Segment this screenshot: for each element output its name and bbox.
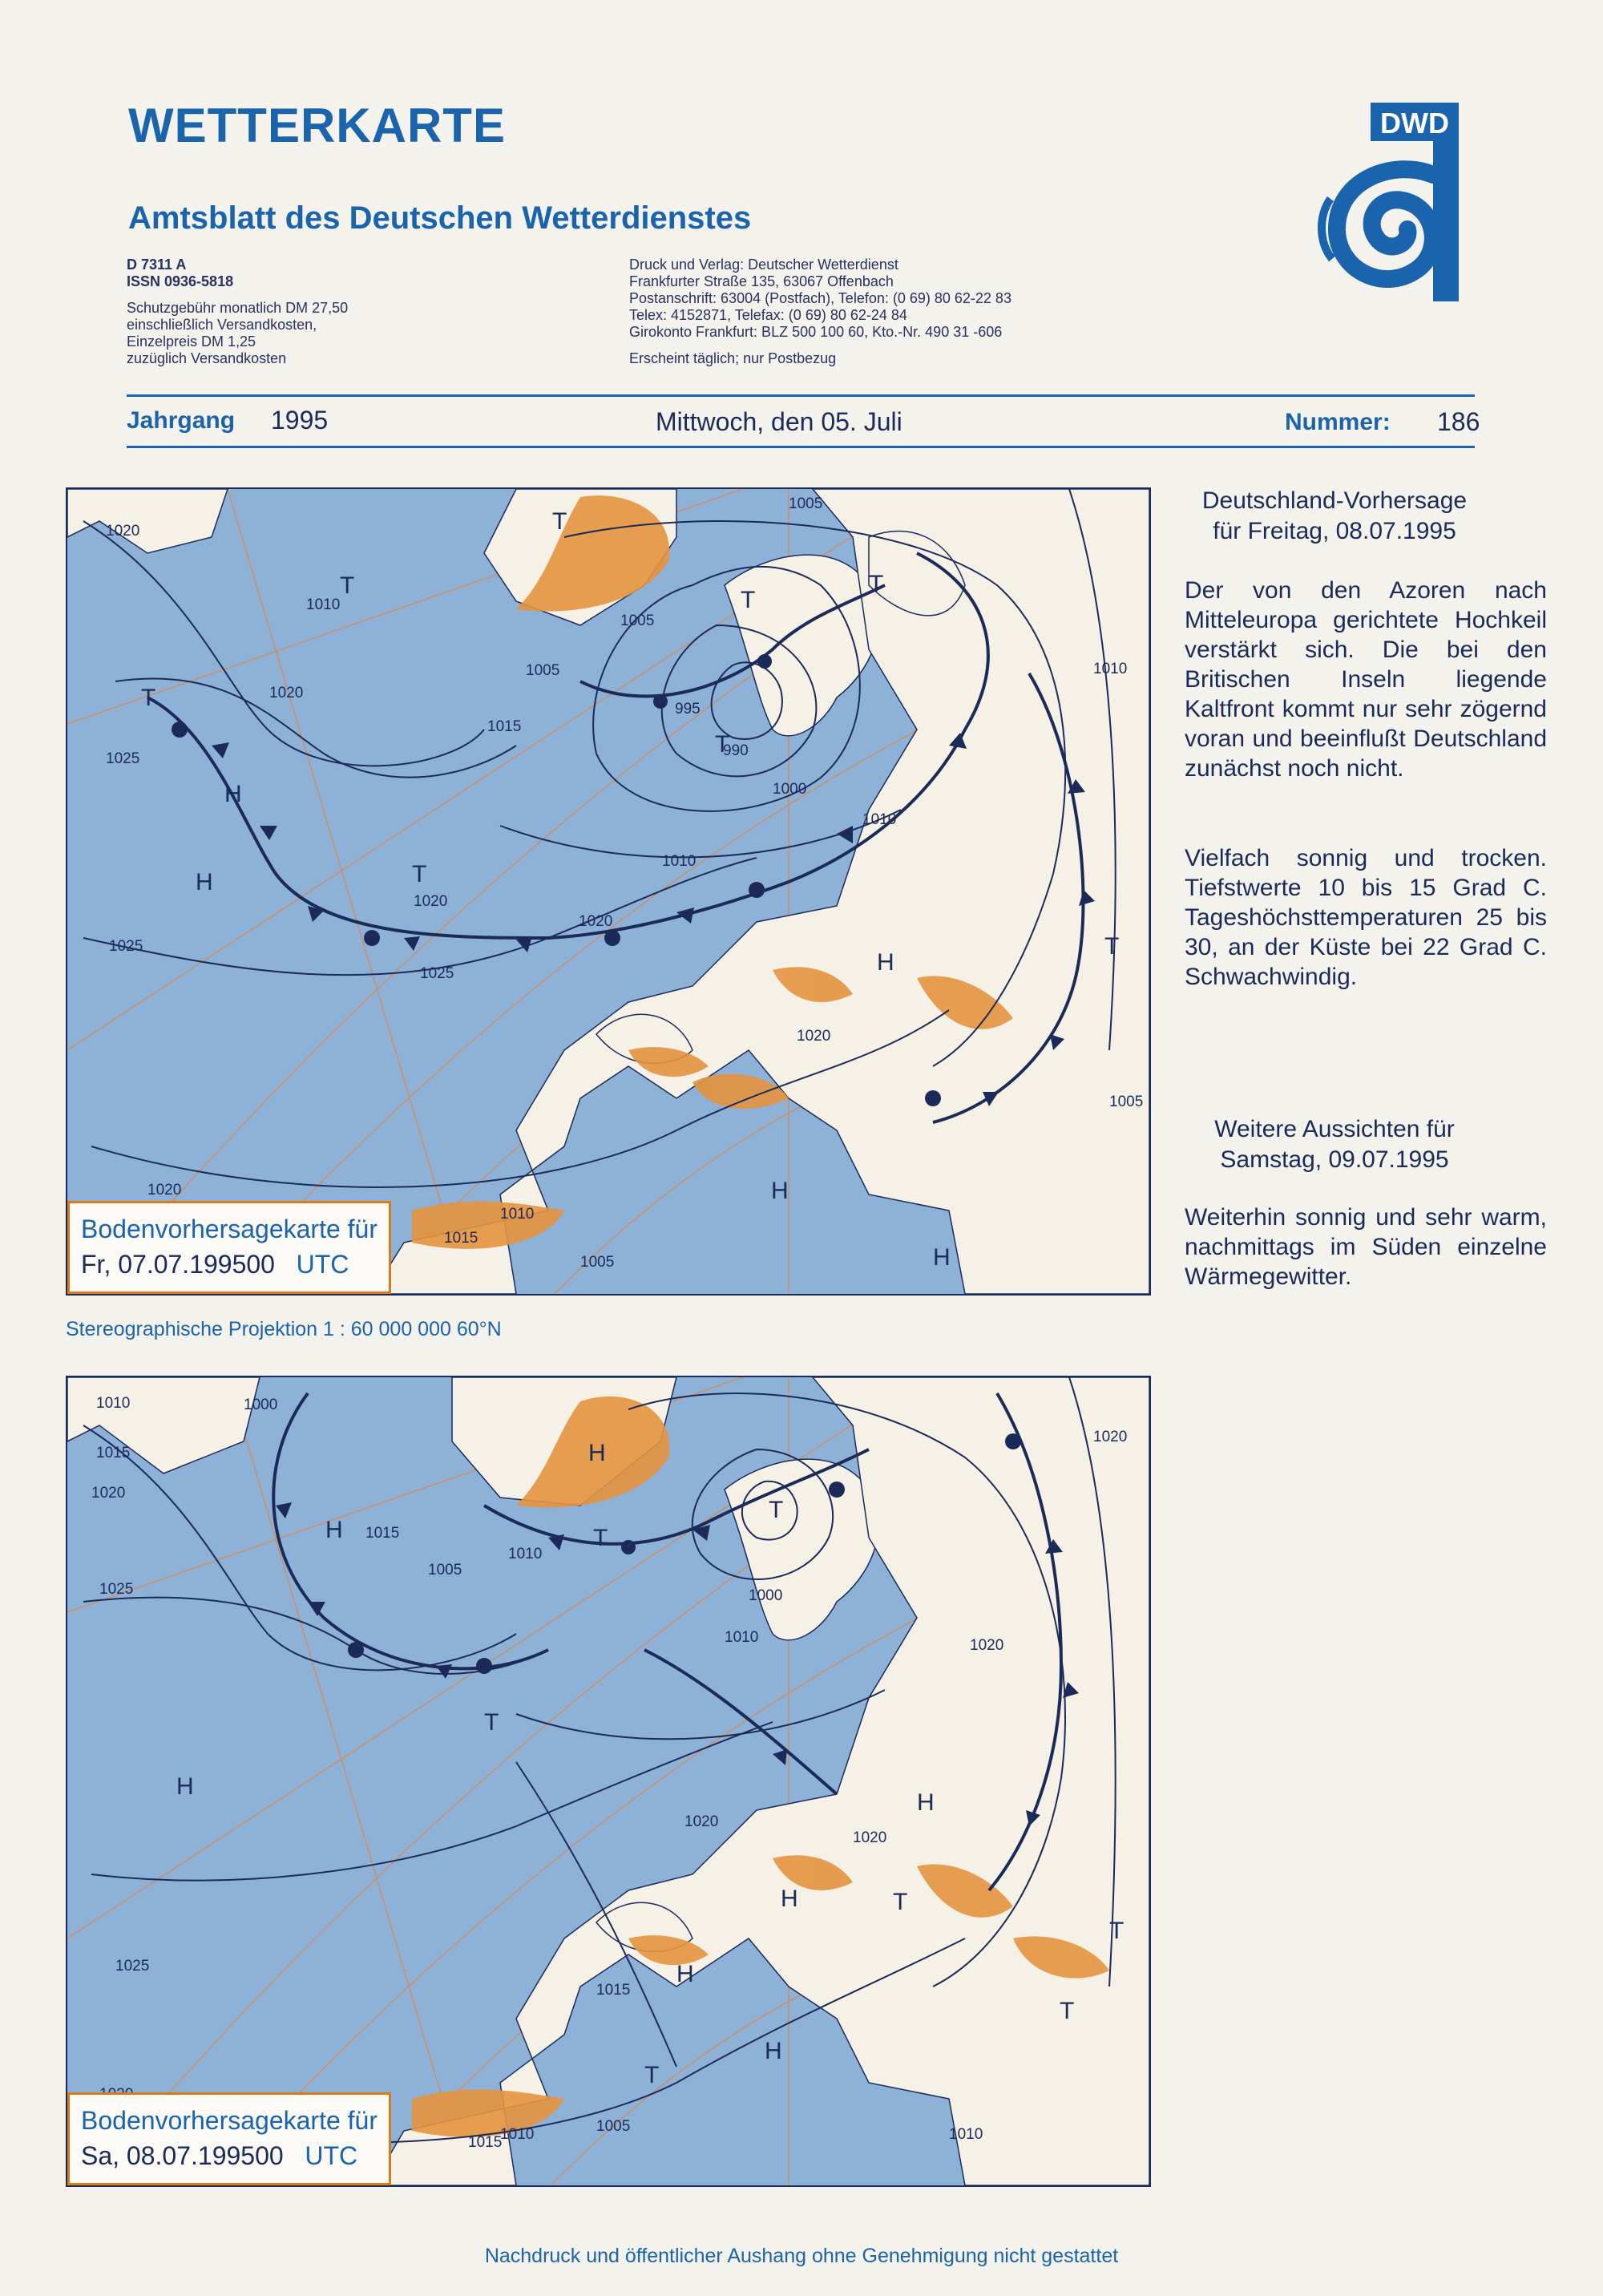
isobar-label: 1000 <box>773 781 807 798</box>
caption-datetime <box>81 2138 378 2173</box>
isobar-label: 1025 <box>115 1958 150 1975</box>
publisher-line: Girokonto Frankfurt: BLZ 500 100 60, Kto.-Nr. 490 31 -606 <box>629 324 1003 340</box>
pressure-label: H <box>933 1244 951 1271</box>
caption-datetime <box>81 1247 378 1282</box>
pressure-label: H <box>325 1517 343 1543</box>
isobar-label: 1020 <box>797 1028 831 1045</box>
isobar-label: 1020 <box>853 1829 887 1846</box>
issue-date: Mittwoch, den 05. Juli <box>656 407 902 436</box>
pressure-label: T <box>769 1497 784 1523</box>
isobar-label: 1005 <box>620 612 655 629</box>
fee-line: Einzelpreis DM 1,25 <box>127 333 256 350</box>
isobar-label: 990 <box>723 742 749 759</box>
page-subtitle: Amtsblatt des Deutschen Wetterdienstes <box>128 200 752 236</box>
isobar-label: 1000 <box>749 1587 783 1604</box>
issn: ISSN 0936-5818 <box>127 273 234 289</box>
isobar-label: 1020 <box>970 1637 1004 1654</box>
forecast-heading-line: für Freitag, 08.07.1995 <box>1213 518 1456 544</box>
issue-bar <box>127 401 1480 443</box>
isobar-label: 1005 <box>1109 1093 1144 1110</box>
map-graphic <box>67 1377 1149 2185</box>
publication-info <box>127 257 527 367</box>
pressure-label: T <box>593 1525 608 1551</box>
map-graphic <box>67 489 1149 1294</box>
isobar-label: 1005 <box>428 1562 462 1578</box>
isobar-label: 1015 <box>468 2134 503 2151</box>
isobar-label: 1015 <box>96 1445 131 1461</box>
caption-zone: UTC <box>296 1250 349 1279</box>
isobar-label: 1015 <box>444 1230 478 1247</box>
page-title: WETTERKARTE <box>128 99 506 152</box>
caption-zone: UTC <box>305 2141 358 2170</box>
isobar-label: 1020 <box>1093 1429 1128 1445</box>
fee-line: einschließlich Versandkosten, <box>127 317 317 333</box>
isobar-label: 1015 <box>487 718 522 735</box>
pressure-label: T <box>1060 1998 1075 2024</box>
isobar-label: 1010 <box>500 2126 535 2143</box>
isobar-label: 1010 <box>949 2126 983 2143</box>
isobar-label: 1020 <box>269 685 304 701</box>
isobar-label: 1010 <box>500 1206 535 1223</box>
isobar-label: 1020 <box>684 1813 719 1830</box>
isobar-label: 1015 <box>596 1982 631 1999</box>
caption-time: 00 <box>246 1250 275 1279</box>
forecast-heading-line: Deutschland-Vorhersage <box>1201 487 1468 514</box>
forecast-map-saturday <box>66 1376 1151 2187</box>
caption-title: Bodenvorhersagekarte für <box>81 2106 378 2135</box>
pressure-label: H <box>877 949 894 976</box>
pressure-label: T <box>1109 1918 1125 1944</box>
isobar-label: 995 <box>675 701 701 718</box>
isobar-label: 1025 <box>99 1581 134 1598</box>
header-rule-top <box>127 394 1475 397</box>
isobar-label: 1000 <box>244 1397 278 1413</box>
isobar-label: 1020 <box>414 893 448 910</box>
caption-date: Fr, 07.07.1995 <box>81 1250 247 1279</box>
pressure-label: T <box>644 2062 660 2088</box>
publisher-line: Frankfurter Straße 135, 63067 Offenbach <box>629 273 894 289</box>
isobar-label: 1010 <box>862 811 897 828</box>
pressure-label: T <box>1104 933 1120 960</box>
pressure-label: H <box>771 1178 789 1204</box>
isobar-label: 1010 <box>96 1395 131 1412</box>
publisher-line: Druck und Verlag: Deutscher Wetterdienst <box>629 257 898 273</box>
isobar-label: 1025 <box>106 750 140 767</box>
isobar-label: 1020 <box>91 1485 126 1502</box>
caption-title: Bodenvorhersagekarte für <box>81 1215 378 1243</box>
isobar-label: 1015 <box>365 1525 400 1542</box>
pressure-label: T <box>741 587 756 613</box>
isobar-label: 1005 <box>580 1254 615 1271</box>
fee-line: zuzüglich Versandkosten <box>127 350 287 366</box>
forecast-map-friday <box>66 487 1151 1296</box>
publication-note: Erscheint täglich; nur Postbezug <box>629 350 837 366</box>
caption-date: Sa, 08.07.1995 <box>81 2141 256 2170</box>
isobar-label: 1010 <box>662 853 697 870</box>
projection-note: Stereographische Projektion 1 : 60 000 000 60°N <box>66 1318 502 1340</box>
isobar-label: 1005 <box>596 2118 631 2135</box>
year-value: 1995 <box>271 406 329 435</box>
publisher-line: Postanschrift: 63004 (Postfach), Telefon: (0 69) 80 62-22 83 <box>629 290 1011 306</box>
footer-note: Nachdruck und öffentlicher Aushang ohne Genehmigung nicht gestattet <box>484 2245 1119 2267</box>
pub-code: D 7311 A <box>127 257 187 273</box>
pressure-label: T <box>893 1889 908 1915</box>
pressure-label: T <box>869 571 884 597</box>
isobar-label: 1010 <box>306 596 341 613</box>
dwd-logo <box>1314 103 1459 303</box>
pressure-label: H <box>917 1789 935 1816</box>
outlook-paragraph: Weiterhin sonnig und sehr warm, nachmittags im Süden einzelne Wärmegewitter. <box>1185 1204 1547 1290</box>
isobar-label: 1020 <box>106 523 140 540</box>
number-value: 186 <box>1437 407 1480 436</box>
isobar-label: 1025 <box>420 965 454 982</box>
isobar-label: 1005 <box>526 662 560 679</box>
map-caption <box>67 2092 391 2185</box>
pressure-label: T <box>552 508 567 535</box>
pressure-label: T <box>340 572 355 599</box>
year-label: Jahrgang <box>127 407 236 434</box>
isobar-label: 1020 <box>579 913 613 930</box>
pressure-label: H <box>765 2038 782 2064</box>
isobar-label: 1025 <box>109 938 143 955</box>
isobar-label: 1010 <box>508 1546 543 1562</box>
header-rule-bottom <box>127 446 1475 448</box>
pressure-label: T <box>412 861 427 887</box>
logo-text: DWD <box>1380 107 1449 139</box>
pressure-label: H <box>676 1961 694 1987</box>
forecast-paragraph: Vielfach sonnig und trocken. Tiefstwerte 10 bis 15 Grad C. Tageshöchsttemperaturen 25 bis 30, an der Küste bei 22 Grad C. Schwachwindig. <box>1185 845 1547 990</box>
isobar-label: 1010 <box>725 1629 759 1646</box>
isobar-label: 1020 <box>147 1182 182 1199</box>
map-caption <box>67 1201 391 1294</box>
pressure-label: H <box>781 1886 798 1912</box>
publisher-line: Telex: 4152871, Telefax: (0 69) 80 62-24 84 <box>629 307 907 323</box>
pressure-label: H <box>196 869 213 895</box>
outlook-heading-line: Weitere Aussichten für <box>1214 1116 1455 1142</box>
pressure-label: H <box>176 1773 194 1800</box>
forecast-paragraph: Der von den Azoren nach Mitteleuropa gerichtete Hochkeil verstärkt sich. Die bei den Britischen Inseln liegende Kaltfront kommt nur sehr zögernd voran und beeinflußt Deutschland zunächst noch nicht. <box>1185 577 1547 782</box>
outlook-heading-line: Samstag, 09.07.1995 <box>1220 1146 1449 1173</box>
fee-line: Schutzgebühr monatlich DM 27,50 <box>127 300 349 316</box>
number-label: Nummer: <box>1285 409 1391 435</box>
pressure-label: H <box>224 781 242 807</box>
publisher-info <box>629 257 1126 367</box>
pressure-label: T <box>141 685 156 711</box>
isobar-label: 1005 <box>789 495 823 512</box>
caption-time: 00 <box>255 2141 284 2170</box>
forecast-heading <box>1178 486 1491 547</box>
pressure-label: H <box>588 1440 606 1466</box>
pressure-label: T <box>484 1709 499 1736</box>
outlook-heading <box>1178 1114 1491 1175</box>
pressure-label: T <box>715 731 730 758</box>
isobar-label: 1010 <box>1093 661 1128 677</box>
